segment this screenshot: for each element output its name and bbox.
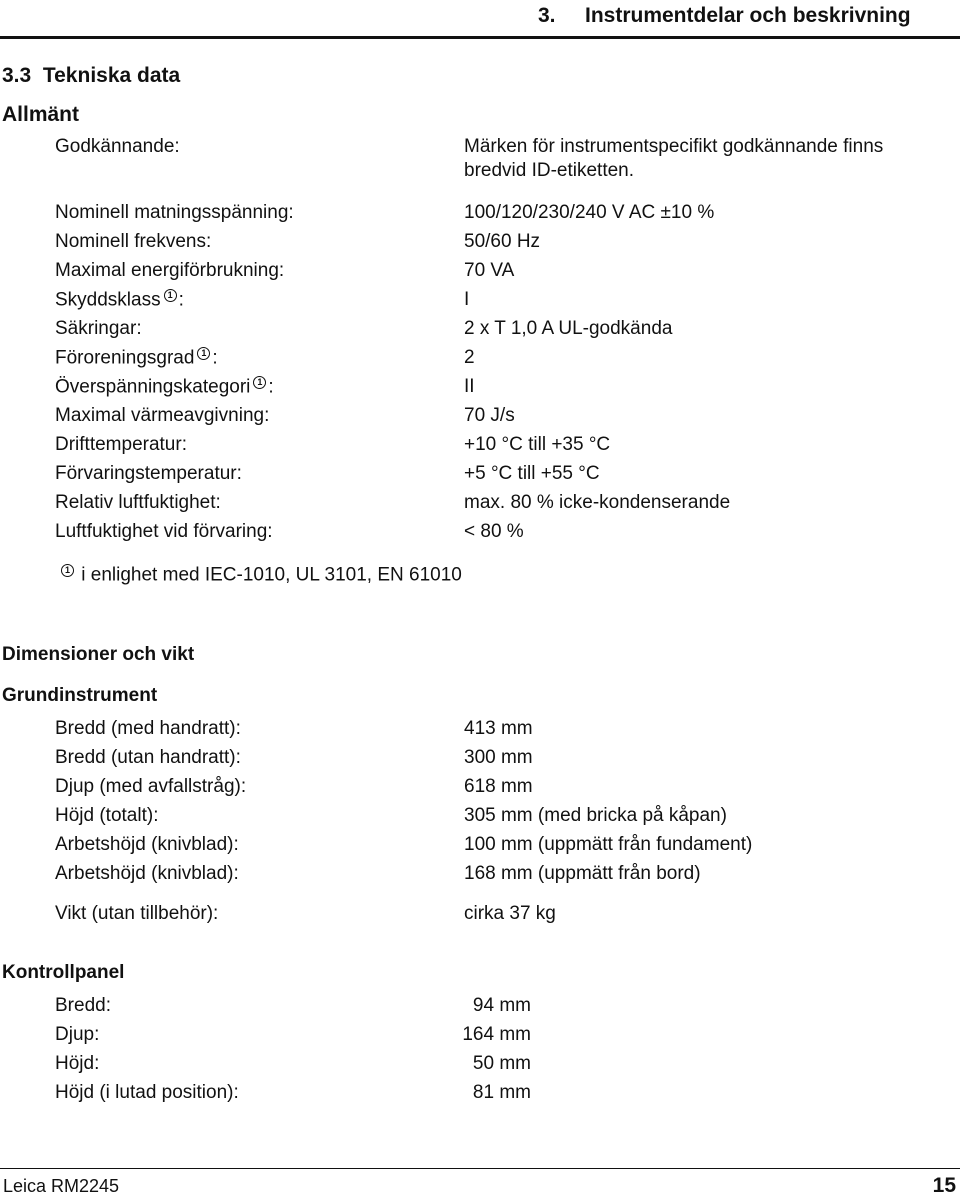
spec-value-storage-humidity: < 80 % [464, 521, 524, 542]
dim-value-weight: cirka 37 kg [464, 903, 556, 924]
chapter-rule [0, 36, 960, 39]
panel-label-height: Höjd: [55, 1053, 100, 1074]
footnote-marker-icon: 1 [61, 564, 74, 577]
spec-label-protection-class [55, 289, 184, 311]
dim-value-depth: 618 mm [464, 776, 533, 797]
spec-value-storage-temperature: +5 °C till +55 °C [464, 463, 600, 484]
footnote [58, 564, 462, 586]
spec-value-fuses: 2 x T 1,0 A UL-godkända [464, 318, 673, 339]
overvoltage-category-text: Överspänningskategori [55, 376, 251, 398]
colon: : [178, 289, 184, 311]
footnote-marker-icon: 1 [197, 347, 210, 360]
colon: : [268, 376, 274, 398]
panel-label-height-tilted: Höjd (i lutad position): [55, 1082, 239, 1103]
spec-label-nominal-frequency: Nominell frekvens: [55, 231, 212, 252]
spec-label-storage-temperature: Förvaringstemperatur: [55, 463, 242, 484]
spec-value-nominal-frequency: 50/60 Hz [464, 231, 541, 252]
spec-value-nominal-voltage: 100/120/230/240 V AC ±10 % [464, 202, 715, 223]
panel-label-depth: Djup: [55, 1024, 100, 1045]
spec-label-max-power: Maximal energiförbrukning: [55, 260, 285, 281]
spec-label-nominal-voltage: Nominell matningsspänning: [55, 202, 294, 223]
spec-value-pollution-degree: 2 [464, 347, 475, 368]
footnote-marker-icon: 1 [253, 376, 266, 389]
section-title: 3.3 Tekniska data [2, 64, 181, 87]
pollution-degree-text: Föroreningsgrad [55, 347, 195, 369]
dim-value-width-without-handwheel: 300 mm [464, 747, 533, 768]
dimensions-heading: Dimensioner och vikt [2, 644, 195, 665]
dim-label-width-with-handwheel: Bredd (med handratt): [55, 718, 241, 739]
panel-label-width: Bredd: [55, 995, 111, 1016]
spec-label-relative-humidity: Relativ luftfuktighet: [55, 492, 221, 513]
dim-value-working-height-base: 100 mm (uppmätt från fundament) [464, 834, 753, 855]
dim-value-height-total: 305 mm (med bricka på kåpan) [464, 805, 727, 826]
dim-label-working-height-table: Arbetshöjd (knivblad): [55, 863, 239, 884]
panel-value-width: 94 mm [472, 995, 531, 1016]
footer-product: Leica RM2245 [3, 1176, 120, 1196]
dim-label-working-height-base: Arbetshöjd (knivblad): [55, 834, 239, 855]
spec-label-operating-temperature: Drifttemperatur: [55, 434, 187, 455]
chapter-title: Instrumentdelar och beskrivning [585, 4, 911, 27]
spec-value-heat-emission: 70 J/s [464, 405, 515, 426]
footer-rule [0, 1168, 960, 1169]
spec-value-max-power: 70 VA [464, 260, 515, 281]
general-heading: Allmänt [2, 103, 80, 126]
dim-label-width-without-handwheel: Bredd (utan handratt): [55, 747, 241, 768]
spec-label-storage-humidity: Luftfuktighet vid förvaring: [55, 521, 273, 542]
chapter-number: 3. [538, 4, 556, 27]
dim-value-working-height-table: 168 mm (uppmätt från bord) [464, 863, 701, 884]
approval-value-line1: Märken för instrumentspecifikt godkännande finns [464, 136, 884, 157]
spec-label-pollution-degree [55, 347, 218, 369]
spec-value-protection-class: I [464, 289, 470, 310]
colon: : [212, 347, 218, 369]
spec-value-operating-temperature: +10 °C till +35 °C [464, 434, 611, 455]
dim-label-height-total: Höjd (totalt): [55, 805, 159, 826]
approval-value-line2: bredvid ID-etiketten. [464, 160, 635, 181]
panel-value-depth: 164 mm [462, 1024, 531, 1045]
dim-value-width-with-handwheel: 413 mm [464, 718, 533, 739]
dim-label-weight: Vikt (utan tillbehör): [55, 903, 219, 924]
control-panel-heading: Kontrollpanel [2, 962, 125, 983]
spec-label-fuses: Säkringar: [55, 318, 142, 339]
panel-value-height: 50 mm [472, 1053, 531, 1074]
page-number: 15 [932, 1174, 956, 1197]
footnote-text: i enlighet med IEC-1010, UL 3101, EN 61010 [81, 564, 462, 586]
spec-value-relative-humidity: max. 80 % icke-kondenserande [464, 492, 731, 513]
approval-label: Godkännande: [55, 136, 180, 157]
protection-class-text: Skyddsklass [55, 289, 161, 311]
spec-label-heat-emission: Maximal värmeavgivning: [55, 405, 270, 426]
spec-label-overvoltage-category [55, 376, 274, 398]
base-instrument-heading: Grundinstrument [2, 685, 158, 706]
dim-label-depth: Djup (med avfallstråg): [55, 776, 247, 797]
footnote-marker-icon: 1 [164, 289, 177, 302]
panel-value-height-tilted: 81 mm [472, 1082, 531, 1103]
spec-value-overvoltage-category: II [464, 376, 475, 397]
